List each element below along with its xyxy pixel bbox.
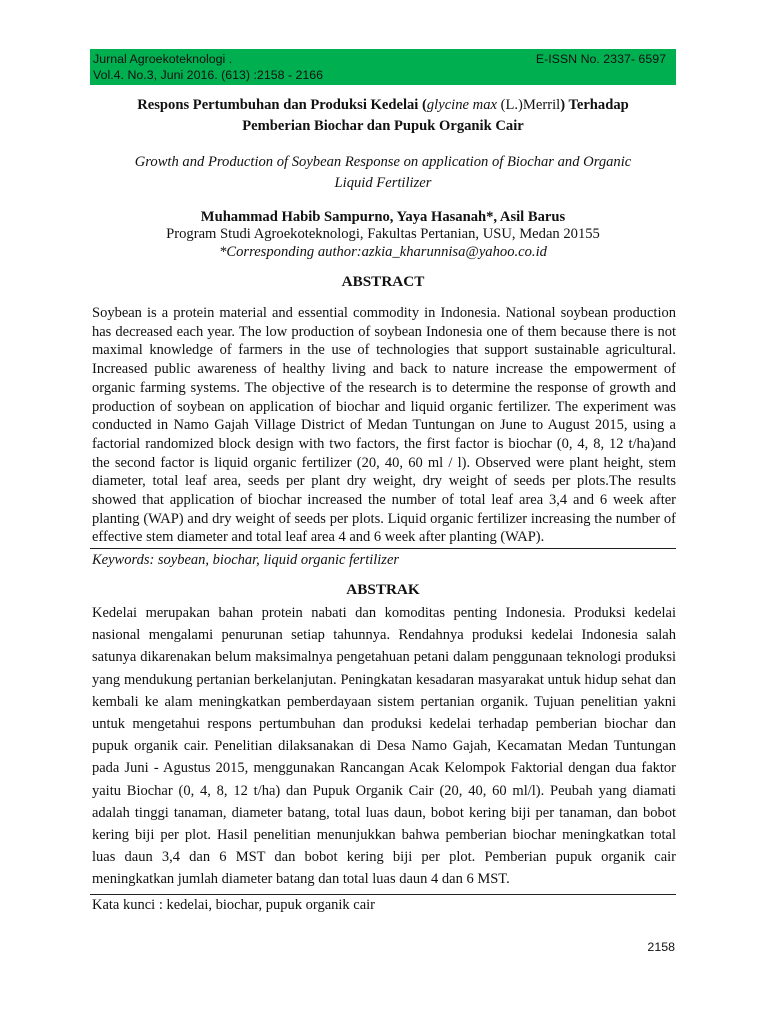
issn-number: E-ISSN No. 2337- 6597	[535, 52, 666, 66]
corresponding-author: *Corresponding author:azkia_kharunnisa@yahoo.co.id	[219, 244, 547, 260]
affiliation: Program Studi Agroekoteknologi, Fakultas Pertanian, USU, Medan 20155	[166, 226, 600, 242]
journal-volume: Vol.4. No.3, Juni 2016. (613) :2158 - 2166	[93, 68, 324, 82]
paper-title	[90, 95, 676, 137]
abstract-text: Soybean is a protein material and essential commodity in Indonesia. National soybean production has decreased each year. The low production of soybean Indonesia one of them because there is not maximal knowledge of farmers in the use of technologies that support sustainable agricultural. Increased public awareness of healthy living and back to nature increase the empowerment of organic farming systems. The objective of the research is to determine the response of growth and production of soybean on application of biochar and liquid organic fertilizer. The experiment was conducted in Namo Gajah Village District of Medan Tuntungan on June to August 2015, using a factorial randomized block design with two factors, the first factor is biochar (0, 4, 8, 12 t/ha)and the second factor is liquid organic fertilizer (20, 40, 60 ml / l). Observed were plant height, stem diameter, total leaf area, seeds per plant dry weight, dry weight of seeds per plots.The results showed that application of biochar increased the number of total leaf area 3,4 and 6 week after planting (WAP) and dry weight of seeds per plots. Liquid organic fertilizer increasing the number of effective stem diameter and total leaf area 4 and 6 week after planting (WAP).	[92, 305, 676, 546]
subtitle-line2: Liquid Fertilizer	[334, 175, 432, 191]
title-line2: Pemberian Biochar dan Pupuk Organik Cair	[242, 118, 524, 134]
abstrak-divider	[90, 894, 676, 895]
subtitle-line1: Growth and Production of Soybean Response on application of Biochar and Organic	[134, 154, 632, 170]
title-part2: ) Terhadap	[560, 97, 629, 113]
abstrak-heading: ABSTRAK	[346, 581, 420, 598]
page-number: 2158	[647, 940, 675, 954]
journal-name: Jurnal Agroekoteknologi .	[93, 52, 233, 66]
journal-header-band	[90, 49, 676, 85]
abstract-keywords: Keywords: soybean, biochar, liquid organic fertilizer	[92, 552, 400, 568]
abstract-divider	[90, 548, 676, 549]
abstract-heading: ABSTRACT	[341, 273, 425, 290]
author-list: Muhammad Habib Sampurno, Yaya Hasanah*, Asil Barus	[200, 209, 566, 225]
title-species: glycine max	[426, 97, 497, 113]
title-authority: (L.)Merril	[496, 97, 561, 113]
paper-subtitle	[90, 152, 676, 194]
abstrak-text: Kedelai merupakan bahan protein nabati dan komoditas penting Indonesia. Produksi kedelai nasional mengalami penurunan setiap tahunnya. Rendahnya produksi kedelai Indonesia salah satunya dikarenakan belum maksimalnya pengetahuan petani dalam penggunaan teknologi produksi yang mendukung pertanian berkelanjutan. Peningkatan kesadaran masyarakat untuk hidup sehat dan kembali ke alam meningkatkan pemberdayaan sistem pertanian organik. Tujuan penelitian yakni untuk mengetahui respons pertumbuhan dan produksi kedelai terhadap pemberian biochar dan pupuk organik cair. Penelitian dilaksanakan di Desa Namo Gajah, Kecamatan Medan Tuntungan pada Juni - Agustus 2015, menggunakan Rancangan Acak Kelompok Faktorial dengan dua faktor yaitu Biochar (0, 4, 8, 12 t/ha) dan Pupuk Organik Cair (20, 40, 60 ml/l). Peubah yang diamati adalah tinggi tanaman, diameter batang, total luas daun, bobot kering biji per tanaman, dan bobot kering biji per plot. Hasil penelitian menunjukkan bahwa pemberian biochar meningkatkan total luas daun 3,4 dan 6 MST dan bobot kering biji per plot. Pemberian pupuk organik cair meningkatkan jumlah diameter batang dan total luas daun 4 dan 6 MST.	[92, 605, 676, 888]
abstrak-keywords: Kata kunci : kedelai, biochar, pupuk organik cair	[92, 897, 376, 913]
title-part1: Respons Pertumbuhan dan Produksi Kedelai (	[137, 97, 427, 113]
